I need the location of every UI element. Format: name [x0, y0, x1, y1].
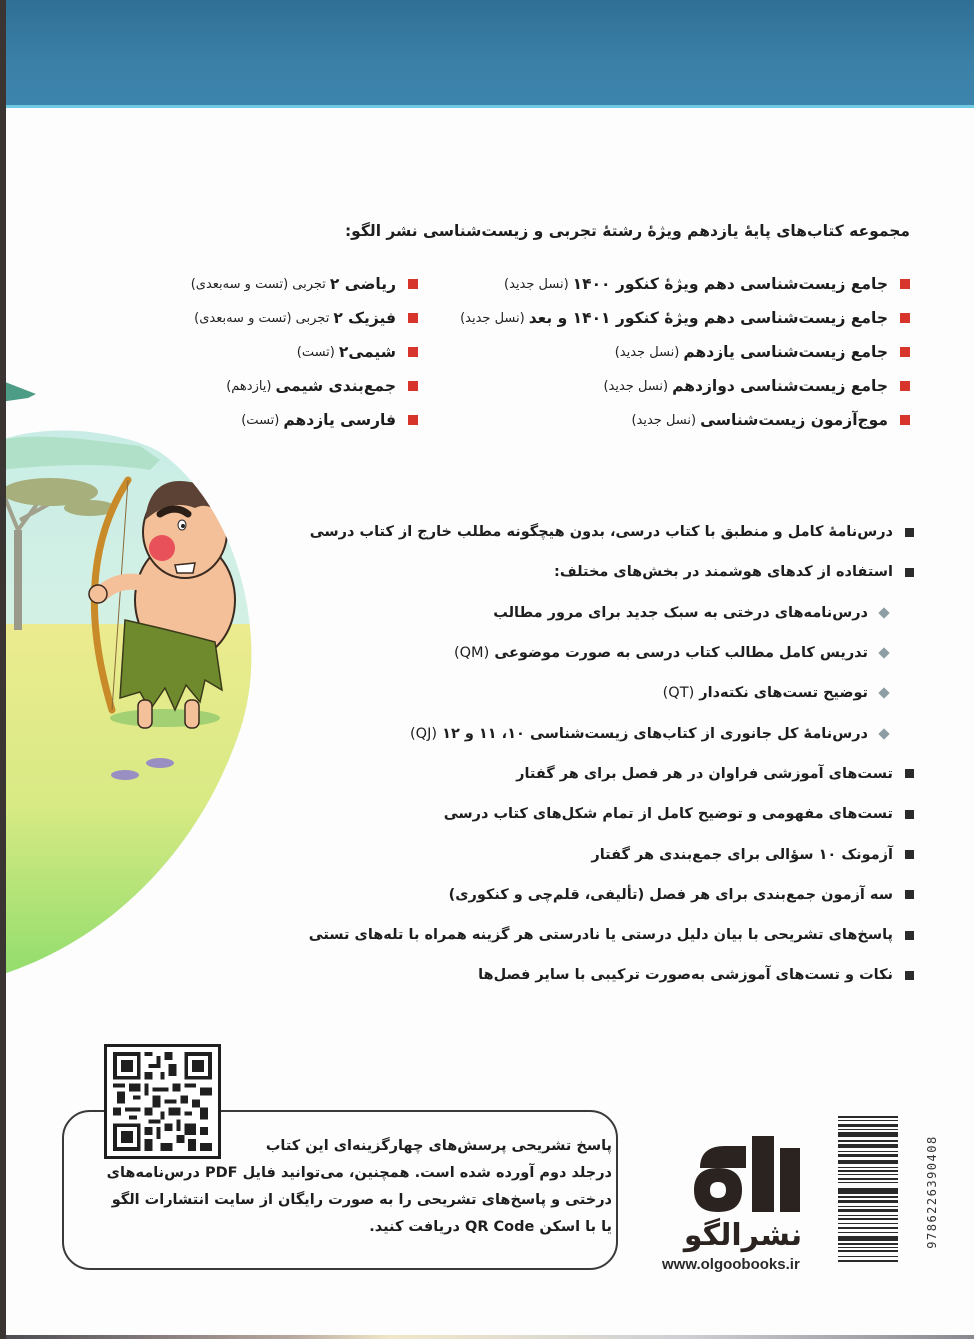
feature-subitem — [309, 593, 914, 633]
barcode-number: 9786226390408 — [925, 1135, 939, 1249]
feature-item — [309, 754, 914, 794]
red-square-bullet-icon — [900, 279, 910, 289]
info-line: درجلد دوم آورده شده است. همچنین، می‌توانید فایل PDF درس‌نامه‌های — [106, 1165, 612, 1181]
book-note: (تست) — [241, 412, 280, 428]
feature-item — [309, 834, 914, 874]
publisher-name: نشرالگو — [683, 1218, 803, 1253]
book-item — [191, 369, 418, 403]
book-title: ریاضی ۲ — [329, 275, 396, 293]
feature-item — [309, 955, 914, 995]
info-line: درختی و پاسخ‌های تشریحی را به صورت رایگان از سایت انتشارات الگو — [111, 1192, 612, 1208]
info-line: یا با اسکن QR Code دریافت کنید. — [369, 1219, 612, 1235]
feature-item — [309, 875, 914, 915]
book-item — [191, 335, 418, 369]
black-square-bullet-icon — [905, 931, 914, 940]
red-square-bullet-icon — [408, 347, 418, 357]
diamond-bullet-icon — [878, 647, 889, 658]
red-square-bullet-icon — [408, 313, 418, 323]
red-square-bullet-icon — [900, 313, 910, 323]
book-item — [191, 301, 418, 335]
feature-text: استفاده از کدهای هوشمند در بخش‌های مختلف: — [554, 564, 893, 581]
book-title: جامع زیست‌شناسی دهم ویژهٔ کنکور ۱۴۰۱ و بعد — [528, 309, 888, 327]
book-item — [460, 369, 910, 403]
feature-text: درس‌نامهٔ کل جانوری از کتاب‌های زیست‌شناسی ۱۰، ۱۱ و ۱۲ — [442, 725, 868, 742]
book-title: شیمی۲ — [338, 343, 396, 361]
book-note: تجربی (تست و سه‌بعدی) — [194, 310, 330, 326]
book-item — [191, 267, 418, 301]
book-note: (نسل جدید) — [614, 344, 680, 360]
feature-subitem — [309, 633, 914, 673]
info-line: پاسخ تشریحی پرسش‌های چهارگزینه‌ای این کتاب — [265, 1138, 612, 1154]
red-square-bullet-icon — [900, 415, 910, 425]
book-item — [460, 335, 910, 369]
feature-text: توضیح تست‌های نکته‌دار — [699, 685, 868, 702]
book-list-left — [191, 267, 418, 437]
feature-item — [309, 915, 914, 955]
diamond-bullet-icon — [878, 728, 889, 739]
black-square-bullet-icon — [905, 528, 914, 537]
book-note: (نسل جدید) — [504, 276, 569, 292]
red-square-bullet-icon — [900, 381, 910, 391]
series-title: مجموعه کتاب‌های پایهٔ یازدهم ویژهٔ رشتهٔ تجربی و زیست‌شناسی نشر الگو: — [344, 222, 910, 240]
book-spine-edge — [0, 0, 6, 1339]
book-note: (نسل جدید) — [603, 378, 669, 394]
qr-code[interactable] — [104, 1044, 221, 1159]
book-title: جمع‌بندی شیمی — [275, 377, 396, 395]
feature-text: آزمونک ۱۰ سؤالی برای جمع‌بندی هر گفتار — [591, 846, 893, 863]
top-color-band — [0, 0, 974, 106]
caveman-archer-illustration — [0, 380, 260, 980]
feature-text: تست‌های مفهومی و توضیح کامل از تمام شکل‌های کتاب درسی — [443, 806, 893, 823]
black-square-bullet-icon — [905, 769, 914, 778]
book-note: (نسل جدید) — [460, 310, 525, 326]
feature-code: (QT) — [662, 685, 695, 702]
book-title: جامع زیست‌شناسی دهم ویژهٔ کنکور ۱۴۰۰ — [572, 275, 888, 293]
feature-list — [309, 512, 914, 996]
red-square-bullet-icon — [408, 381, 418, 391]
book-item — [191, 403, 418, 437]
feature-text: نکات و تست‌های آموزشی به‌صورت ترکیبی با سایر فصل‌ها — [478, 967, 893, 984]
book-list-right — [460, 267, 910, 437]
feature-text: تدریس کامل مطالب کتاب درسی به صورت موضوعی — [494, 645, 868, 662]
book-note: تجربی (تست و سه‌بعدی) — [190, 276, 326, 292]
diamond-bullet-icon — [878, 607, 889, 618]
black-square-bullet-icon — [905, 971, 914, 980]
book-note: (تست) — [296, 344, 335, 360]
book-item — [460, 403, 910, 437]
feature-item — [309, 512, 914, 552]
black-square-bullet-icon — [905, 810, 914, 819]
red-square-bullet-icon — [900, 347, 910, 357]
feature-code: (QM) — [453, 645, 490, 662]
feature-text: سه آزمون جمع‌بندی برای هر فصل (تألیفی، قلم‌چی و کنکوری) — [448, 886, 893, 903]
black-square-bullet-icon — [905, 890, 914, 899]
red-square-bullet-icon — [408, 279, 418, 289]
book-title: جامع زیست‌شناسی یازدهم — [683, 343, 888, 361]
feature-subitem — [309, 713, 914, 753]
barcode — [838, 1116, 898, 1266]
feature-item — [309, 794, 914, 834]
red-square-bullet-icon — [408, 415, 418, 425]
black-square-bullet-icon — [905, 850, 914, 859]
book-title: موج‌آزمون زیست‌شناسی — [700, 411, 888, 429]
black-square-bullet-icon — [905, 568, 914, 577]
book-title: جامع زیست‌شناسی دوازدهم — [672, 377, 888, 395]
feature-text: تست‌های آموزشی فراوان در هر فصل برای هر گفتار — [516, 765, 893, 782]
publisher-website-link[interactable]: www.olgoobooks.ir — [662, 1256, 800, 1273]
feature-text: درس‌نامه‌های درختی به سبک جدید برای مرور مطالب — [493, 604, 868, 621]
bottom-edge — [0, 1335, 974, 1339]
feature-subitem — [309, 673, 914, 713]
book-title: فارسی یازدهم — [283, 411, 396, 429]
book-item — [460, 267, 910, 301]
book-note: (یازدهم) — [226, 378, 272, 394]
book-item — [460, 301, 910, 335]
book-note: (نسل جدید) — [631, 412, 697, 428]
feature-code: (QJ) — [410, 725, 438, 742]
diamond-bullet-icon — [878, 688, 889, 699]
book-title: فیزیک ۲ — [333, 309, 396, 327]
feature-item — [309, 552, 914, 592]
qr-code-icon — [112, 1052, 213, 1151]
feature-text: درس‌نامهٔ کامل و منطبق با کتاب درسی، بدون هیچگونه مطلب خارج از کتاب درسی — [309, 524, 893, 541]
feature-text: پاسخ‌های تشریحی با بیان دلیل درستی یا نادرستی هر گزینه همراه با تله‌های تستی — [308, 927, 893, 944]
